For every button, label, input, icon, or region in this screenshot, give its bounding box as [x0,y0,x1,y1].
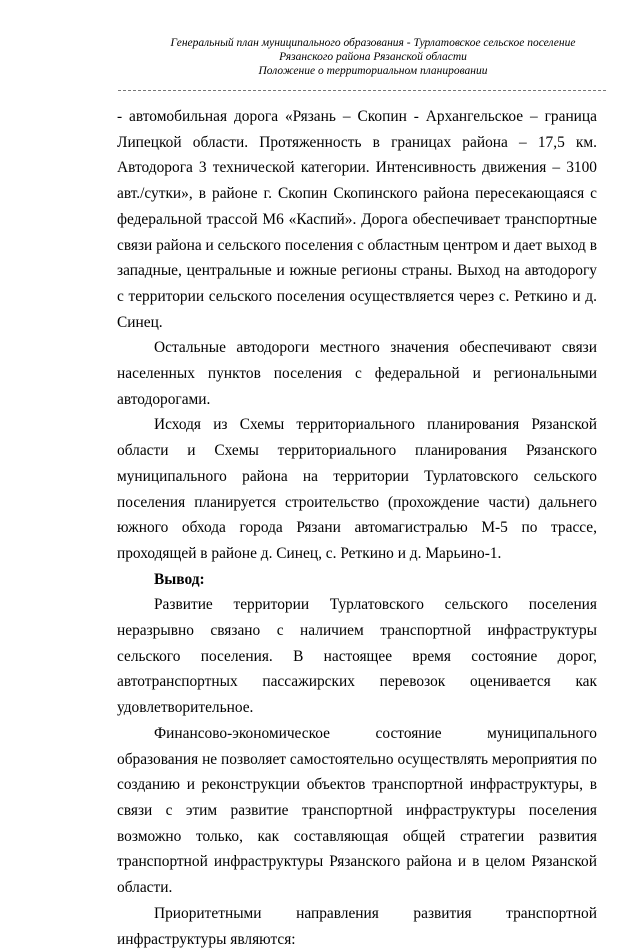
paragraph-conclusion-state: Развитие территории Турлатовского сельского поселения неразрывно связано с наличием транспортной инфраструктуры сельского поселения. В настоящее время состояние дорог, автотранспортных пассажирских перевозок оценивается как удовлетворительное. [117,596,597,717]
paragraph-priorities: Приоритетными направления развития транспортной инфраструктуры являются: [117,904,597,948]
paragraph-financial-state: Финансово-экономическое состояние муниципального образования не позволяет самостоятельно осуществлять мероприятия по созданию и реконструкции объектов транспортной инфраструктуры, в связи с этим развитие транспортной инфраструктуры поселения возможно только, как составляющая общей стратегии развития транспортной инфраструктуры Рязанского района и в целом Рязанской области. [117,724,597,897]
document-body [117,104,597,952]
paragraph-planned-bypass: Исходя из Схемы территориального планирования Рязанской области и Схемы территориального планирования Рязанского муниципального района на территории Турлатовского сельского поселения планируется строительство (прохождение части) дальнего южного обхода города Рязани автомагистралью М-5 по трассе, проходящей в районе д. Синец, с. Реткино и д. Марьино-1. [117,416,597,562]
header-line-2: Рязанского района Рязанской области [279,51,467,63]
paragraph-road-description: - автомобильная дорога «Рязань – Скопин - Архангельское – граница Липецкой области. Протяженность в границах района – 17,5 км. Автодорога 3 технической категории. Интенсивность движения – 3100 авт./сутки», в районе г. Скопин Скопинского района пересекающаяся с федеральной трассой М6 «Каспий». Дорога обеспечивает транспортные связи района и сельского поселения с областным центром и дает выход в западные, центральные и южные регионы страны. Выход на автодорогу с территории сельского поселения осуществляется через с. Реткино и д. Синец. [117,108,597,331]
header-line-3: Положение о территориальном планировании [258,65,488,77]
header-divider [118,90,606,91]
conclusion-heading: Вывод: [154,570,205,588]
header-line-1: Генеральный план муниципального образования - Турлатовское сельское поселение [170,37,576,49]
paragraph-local-roads: Остальные автодороги местного значения обеспечивают связи населенных пунктов поселения с федеральной и региональными автодорогами. [117,339,597,408]
running-header [118,36,628,78]
